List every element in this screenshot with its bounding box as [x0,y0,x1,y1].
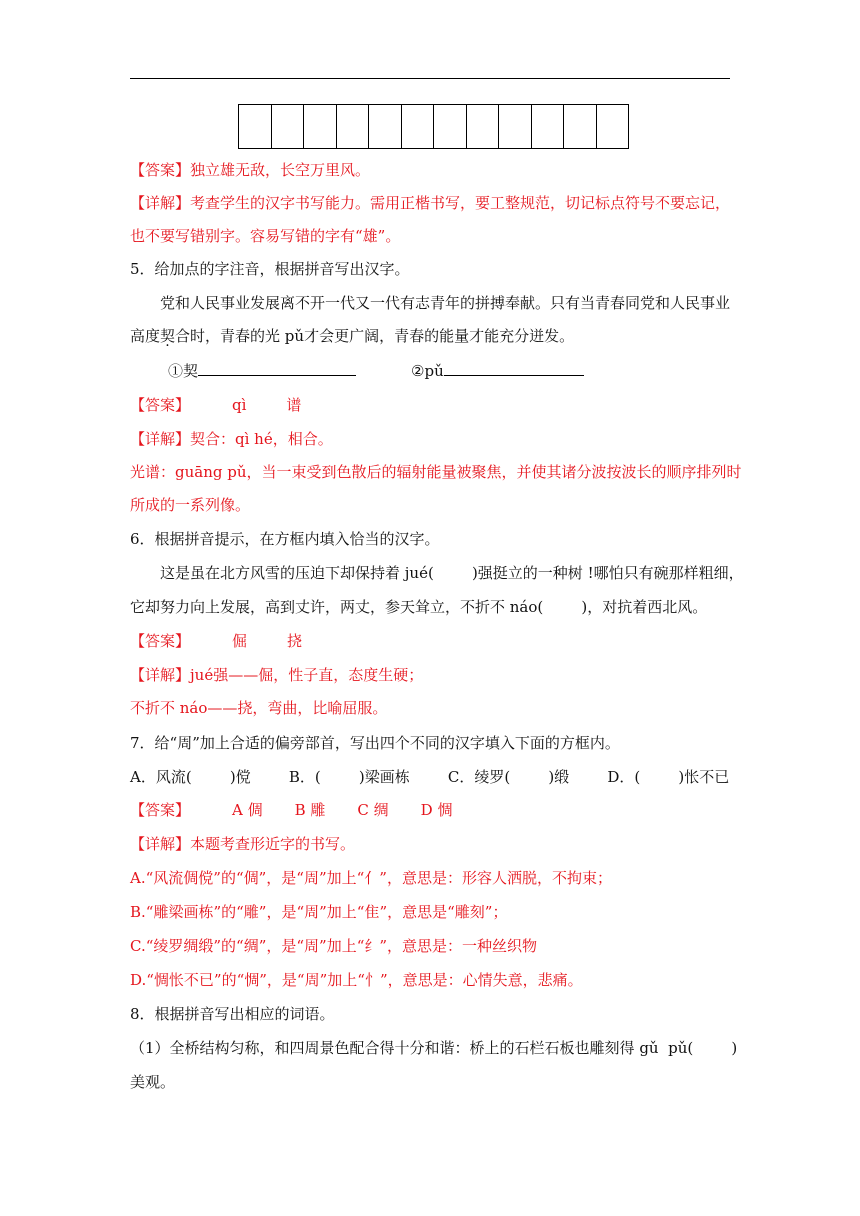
answer-item-2: 谱 [286,396,302,414]
answer-tag: 【答案】 [130,161,191,179]
q4-answer [130,160,370,180]
q5-blanks [168,361,584,381]
blank-label-2: ②pǔ [411,362,444,380]
answer-grid [238,104,629,149]
q5-detail-1 [130,429,333,449]
blank-label-1: ①契 [168,362,199,380]
answer-tag: 【答案】 [130,801,191,819]
answer-text: 独立雄无敌，长空万里风。 [190,161,371,179]
detail-tag: 【详解】 [130,835,191,853]
q6-answer [130,631,302,651]
q5-answer [130,395,301,415]
q8-item-1b: 美观。 [130,1073,176,1091]
detail-tag: 【详解】 [130,194,191,212]
grid-cell [564,104,597,149]
header-rule [130,78,730,79]
answer-item-4: D 惆 [420,801,453,819]
answer-tag: 【答案】 [130,632,191,650]
answer-item-2: B 雕 [294,801,326,819]
q7-detail-c: C.“绫罗绸缎”的“绸”，是“周”加上“纟”，意思是：一种丝织物 [130,937,538,955]
grid-cell [239,104,272,149]
q5-detail-3: 所成的一系列像。 [130,496,251,514]
detail-text: 考查学生的汉字书写能力。需用正楷书写，要工整规范，切记标点符号不要忘记， [190,194,731,212]
grid-cell [467,104,500,149]
q5-detail-2: 光谱：guāng pǔ，当一束受到色散后的辐射能量被聚焦，并使其诸分波按波长的顺序排列时 [130,463,742,481]
q6-detail-1 [130,665,423,685]
detail-tag: 【详解】 [130,430,191,448]
q7-detail-head [130,834,355,854]
q8-title: 8．根据拼音写出相应的词语。 [130,1005,335,1023]
answer-item-2: 挠 [287,632,303,650]
blank-line-2[interactable] [444,361,584,376]
grid-cell [499,104,532,149]
detail-text: 契合：qì hé，相合。 [190,430,333,448]
detail-text: 本题考查形近字的书写。 [190,835,356,853]
passage-text: 合时，青春的光 pǔ才会更广阔，青春的能量才能充分迸发。 [175,327,575,345]
q7-answer [130,800,452,820]
answer-item-1: A 倜 [232,801,263,819]
grid-cell [434,104,467,149]
blank-line-1[interactable] [198,361,356,376]
q5-passage-2 [130,326,574,346]
q5-title: 5．给加点的字注音，根据拼音写出汉字。 [130,260,410,278]
answer-item-1: qì [232,396,247,414]
q7-detail-b: B.“雕梁画栋”的“雕”，是“周”加上“隹”，意思是“雕刻”； [130,903,508,921]
grid-cell [337,104,370,149]
q6-detail-2: 不折不 náo——挠，弯曲，比喻屈服。 [130,699,388,717]
answer-item-3: C 绸 [357,801,389,819]
dotted-char: 契 [160,327,176,345]
q4-detail-1 [130,193,730,213]
detail-tag: 【详解】 [130,666,191,684]
grid-cell [272,104,305,149]
grid-cell [402,104,435,149]
q6-passage-2: 它却努力向上发展，高到丈许，两丈，参天耸立，不折不 náo( )，对抗着西北风。 [130,598,708,616]
detail-text: jué强——倔，性子直，态度生硬； [190,666,424,684]
answer-item-1: 倔 [232,632,248,650]
q6-passage-1: 这是虽在北方风雪的压迫下却保持着 jué( )强挺立的一种树 !哪怕只有碗那样粗细， [160,564,744,582]
answer-tag: 【答案】 [130,396,191,414]
grid-cell [597,104,630,149]
q5-passage-1: 党和人民事业发展离不开一代又一代有志青年的拼搏奉献。只有当青春同党和人民事业 [160,294,731,312]
q7-detail-a: A.“风流倜傥”的“倜”，是“周”加上“亻”，意思是：形容人洒脱，不拘束； [130,869,612,887]
grid-cell [369,104,402,149]
q8-item-1a: （1）全桥结构匀称，和四周景色配合得十分和谐：桥上的石栏石板也雕刻得 gǔ pǔ( ) [130,1039,738,1057]
grid-cell [532,104,565,149]
passage-text: 高度 [130,327,161,345]
q7-title: 7．给“周”加上合适的偏旁部首，写出四个不同的汉字填入下面的方框内。 [130,734,620,752]
grid-cell [304,104,337,149]
q7-options: A．风流( )傥 B．( )梁画栋 C．绫罗( )缎 D．( )怅不已 [130,768,730,786]
q6-title: 6．根据拼音提示，在方框内填入恰当的汉字。 [130,530,440,548]
q4-detail-2: 也不要写错别字。容易写错的字有“雄”。 [130,227,401,245]
q7-detail-d: D.“惆怅不已”的“惆”，是“周”加上“忄”，意思是：心情失意，悲痛。 [130,971,583,989]
